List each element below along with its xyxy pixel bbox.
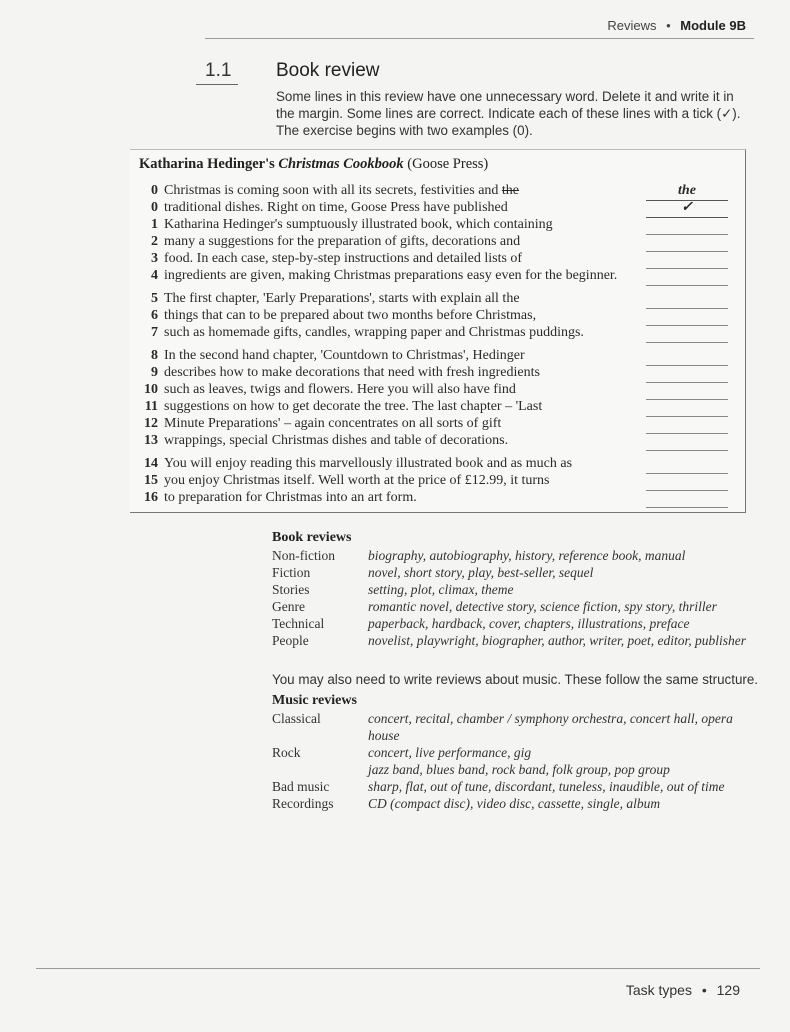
review-line	[136, 347, 656, 365]
line-number: 8	[151, 348, 158, 363]
line-number: 13	[144, 433, 158, 448]
review-line	[136, 250, 656, 268]
category-label: Classical	[272, 711, 321, 726]
line-text: you enjoy Christmas itself. Well worth at the price of £12.99, it turns	[164, 473, 550, 488]
answer-blank[interactable]	[646, 324, 728, 343]
review-line	[136, 324, 656, 342]
running-footer	[626, 982, 740, 998]
line-text: The first chapter, 'Early Preparations', starts with explain all the	[164, 291, 520, 306]
footer-separator: •	[701, 982, 707, 998]
review-line	[136, 233, 656, 251]
review-line	[136, 290, 656, 308]
line-number: 14	[144, 456, 158, 471]
category-label: Bad music	[272, 779, 330, 794]
line-number: 4	[151, 268, 158, 283]
category-terms: CD (compact disc), video disc, cassette, single, album	[368, 796, 661, 811]
line-number: 15	[144, 473, 158, 488]
category-terms: sharp, flat, out of tune, discordant, tuneless, inaudible, out of time	[368, 779, 725, 794]
line-number: 3	[151, 251, 158, 266]
answer-blank[interactable]: ✓	[646, 199, 728, 218]
line-text: ingredients are given, making Christmas preparations easy even for the beginner.	[164, 268, 618, 283]
line-text: Christmas is coming soon with all its secrets, festivities and	[164, 183, 502, 198]
review-line	[136, 364, 656, 382]
header-section: Reviews	[607, 18, 657, 33]
answer-blank[interactable]	[646, 432, 728, 451]
footer-section: Task types	[625, 982, 692, 998]
category-label: Stories	[272, 582, 310, 597]
category-terms: jazz band, blues band, rock band, folk group, pop group	[368, 762, 670, 777]
line-number: 9	[151, 365, 158, 380]
exercise-number: 1.1	[205, 60, 232, 81]
line-text: many a suggestions for the preparation of gifts, decorations and	[164, 234, 521, 249]
line-number: 5	[151, 291, 158, 306]
review-line	[136, 472, 656, 490]
category-terms: setting, plot, climax, theme	[368, 582, 514, 597]
review-line	[136, 398, 656, 416]
category-label: Rock	[272, 745, 301, 760]
line-text: to preparation for Christmas into an art form.	[164, 490, 417, 505]
category-terms: novelist, playwright, biographer, author, writer, poet, editor, publisher	[368, 633, 747, 648]
review-title-book: Christmas Cookbook	[278, 156, 404, 172]
category-terms: biography, autobiography, history, reference book, manual	[368, 548, 686, 563]
line-number: 11	[144, 399, 158, 414]
category-terms: romantic novel, detective story, science fiction, spy story, thriller	[368, 599, 717, 614]
review-line	[136, 216, 656, 234]
category-label: People	[272, 633, 309, 648]
review-title-author: Katharina Hedinger's	[139, 156, 275, 172]
music-note: You may also need to write reviews about music. These follow the same structure.	[272, 672, 759, 687]
answer-blank[interactable]	[646, 489, 728, 508]
review-line	[136, 182, 656, 200]
review-line	[136, 267, 656, 285]
line-number: 0	[151, 183, 158, 198]
review-line	[136, 455, 656, 473]
category-terms: paperback, hardback, cover, chapters, illustrations, preface	[368, 616, 690, 631]
review-title-publisher: (Goose Press)	[407, 156, 489, 172]
line-text: Minute Preparations' – again concentrates on all sorts of gift	[164, 416, 502, 431]
line-text: wrappings, special Christmas dishes and table of decorations.	[164, 433, 509, 448]
line-number: 2	[151, 234, 158, 249]
review-line	[136, 307, 656, 325]
header-module: Module 9B	[680, 18, 746, 33]
category-label: Recordings	[272, 796, 334, 811]
header-separator: •	[666, 18, 671, 33]
struck-word: the	[501, 183, 520, 198]
category-label: Non-fiction	[272, 548, 335, 563]
category-label: Fiction	[272, 565, 311, 580]
review-line	[136, 199, 656, 217]
review-line	[136, 381, 656, 399]
line-number: 7	[151, 325, 158, 340]
line-text: You will enjoy reading this marvellously illustrated book and as much as	[164, 456, 573, 471]
line-number: 0	[151, 200, 158, 215]
line-number: 1	[151, 217, 158, 232]
line-text: things that can to be prepared about two months before Christmas,	[164, 308, 537, 323]
category-label: Technical	[272, 616, 325, 631]
line-text: Katharina Hedinger's sumptuously illustrated book, which containing	[164, 217, 553, 232]
line-number: 10	[144, 382, 158, 397]
review-line	[136, 432, 656, 450]
category-label: Genre	[272, 599, 305, 614]
header-rule	[205, 38, 754, 39]
category-terms: concert, recital, chamber / symphony orchestra, concert hall, opera house	[368, 711, 733, 743]
review-line	[136, 415, 656, 433]
line-number: 16	[144, 490, 158, 505]
line-text: suggestions on how to get decorate the tree. The last chapter – 'Last	[164, 399, 543, 414]
review-title	[139, 156, 488, 173]
line-text: such as homemade gifts, candles, wrapping paper and Christmas puddings.	[164, 325, 584, 340]
line-text: In the second hand chapter, 'Countdown to Christmas', Hedinger	[164, 348, 525, 363]
exercise-title: Book review	[276, 60, 380, 81]
footer-rule	[36, 968, 760, 969]
category-terms: concert, live performance, gig	[368, 745, 532, 760]
line-text: traditional dishes. Right on time, Goose Press have published	[164, 200, 508, 215]
running-header	[607, 18, 746, 33]
answer-blank[interactable]	[646, 267, 728, 286]
exercise-number-underline	[196, 84, 238, 85]
book-reviews-heading: Book reviews	[272, 530, 352, 545]
line-number: 12	[144, 416, 158, 431]
page-number: 129	[716, 982, 740, 998]
music-reviews-heading: Music reviews	[272, 693, 357, 708]
answer-blank[interactable]: the	[646, 182, 728, 201]
line-text: such as leaves, twigs and flowers. Here you will also have find	[164, 382, 516, 397]
category-terms: novel, short story, play, best-seller, sequel	[368, 565, 594, 580]
line-text: describes how to make decorations that need with fresh ingredients	[164, 365, 540, 380]
exercise-instructions: Some lines in this review have one unnecessary word. Delete it and write it in the margin. Some lines are correct. Indicate each of these lines with a tick (✓). The exercise begins with two examples (0).	[276, 89, 741, 138]
line-number: 6	[151, 308, 158, 323]
line-text: food. In each case, step-by-step instructions and detailed lists of	[164, 251, 523, 266]
review-line	[136, 489, 656, 507]
